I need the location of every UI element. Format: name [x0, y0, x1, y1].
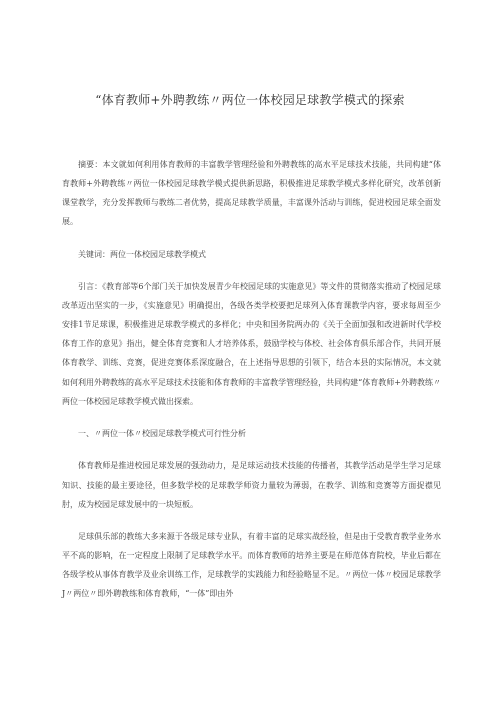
- introduction-paragraph: 引言：《教育部等6个部门关于加快发展青少年校园足球的实施意见》等文件的贯彻落实推动了校园足球改革迈出坚实的一步，《实施意见》明确提出，各级各类学校要把足球列入体育课教学内容，要求每周至少安排1节足球课，积极推进足球教学模式的多样化；中央和国务院两办的《关于全面加强和改进新时代学校体育工作的意见》指出，健全体育竞赛和人才培养体系，鼓励学校与体校、社会体育俱乐部合作，共同开展体育教学、训练、竞赛，促进竞赛体系深度融合，在上述指导思想的引领下，结合本县的实际情况，本文就如何利用外聘教练的高水平足球技术技能和体育教师的丰富教学管理经验，共同构建“体育教师+外聘教练〃两位一体校园足球教学模式做出探索。: [62, 282, 441, 406]
- body-paragraph: 体育教师是推进校园足球发展的强劲动力，是足球运动技术技能的传播者，其教学活动是学生学习足球知识、技能的最主要途径，但多数学校的足球教学师资力量较为薄弱，在教学、训练和竞赛等方面捉襟见肘，成为校园足球发展中的一块短板。: [62, 461, 441, 509]
- document-body: [62, 155, 441, 617]
- abstract-paragraph: 摘要：本文就如何利用体育教师的丰富教学管理经验和外聘教练的高水平足球技术技能，共同构建“体育教师+外聘教练〃两位一体校园足球教学模式提供新思路，积极推进足球教学模式多样化研究，改革创新课堂教学，充分发挥教师与教练二者优势，提高足球教学质量，丰富课外活动与训练，促进校园足球全面发展。: [62, 160, 441, 227]
- document-title: “体育教师+外聘教练〃两位一体校园足球教学模式的探索: [95, 93, 405, 107]
- body-paragraph: 足球俱乐部的教练大多来源于各级足球专业队，有着丰富的足球实战经验，但是由于受教育教学业务水平不高的影响，在一定程度上限制了足球教学水平。而体育教师的培养主要是在师范体育院校，毕业后都在各级学校从事体育教学及业余训练工作，足球教学的实践能力和经验略显不足。〃两位一体〃校园足球教学J〃两位〃即外聘教练和体育教师，“一体”即由外: [62, 531, 441, 599]
- keywords-paragraph: 关键词：两位一体校园足球教学模式: [78, 249, 206, 259]
- section-heading: 一、〃两位一体〃校园足球教学模式可行性分析: [78, 429, 246, 439]
